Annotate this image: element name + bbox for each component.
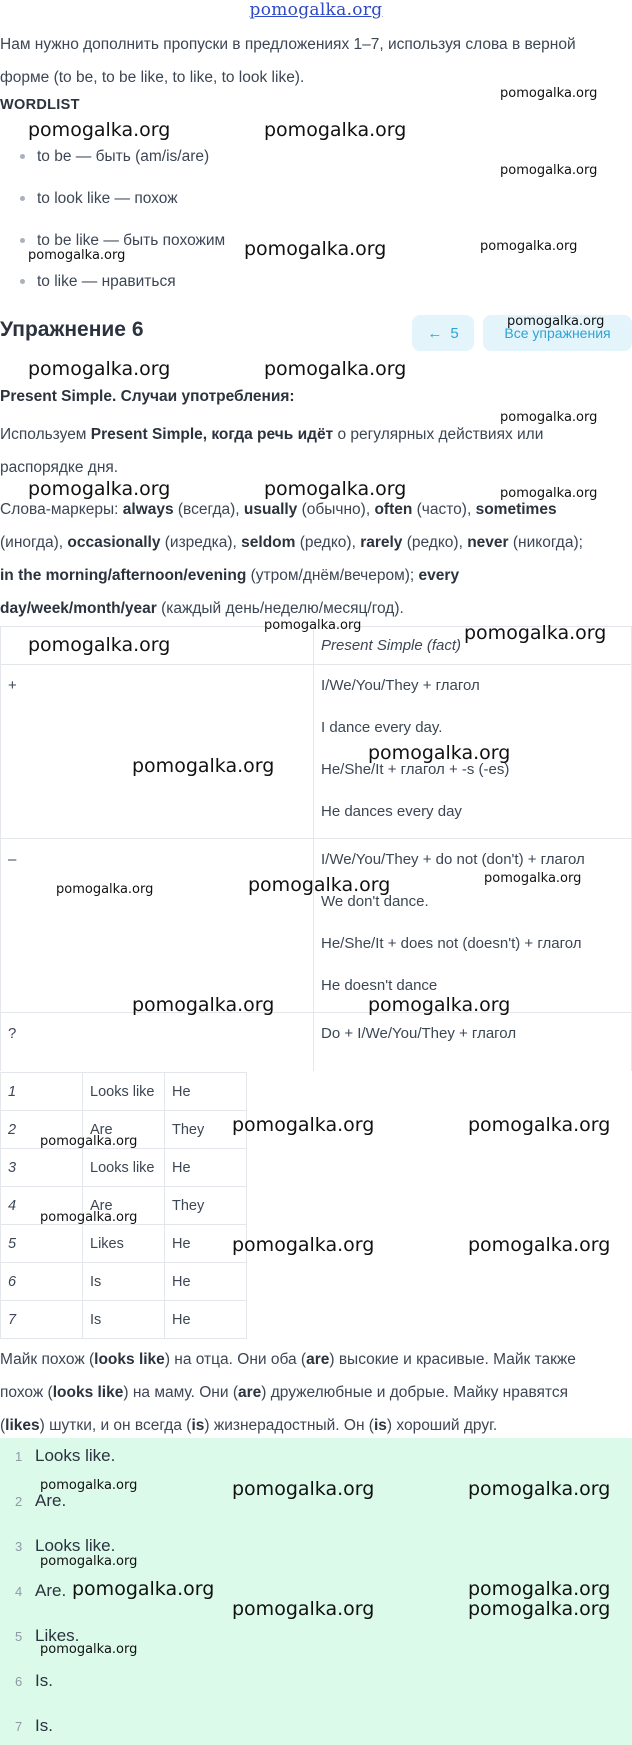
all-exercises-button[interactable]: Все упражнения: [483, 315, 632, 351]
watermark: pomogalka.org: [28, 358, 171, 380]
watermark: pomogalka.org: [500, 86, 598, 101]
table-row: 3 Looks like He: [1, 1149, 247, 1187]
table-row: [1, 839, 632, 1013]
watermark: pomogalka.org: [500, 410, 598, 425]
answer-item: 3 Looks like.: [15, 1536, 116, 1555]
watermark: pomogalka.org: [28, 119, 171, 141]
bullet-icon: [20, 154, 25, 159]
watermark: pomogalka.org: [28, 634, 171, 656]
watermark: pomogalka.org: [56, 882, 154, 897]
watermark: pomogalka.org: [28, 248, 126, 263]
watermark: pomogalka.org: [468, 1234, 611, 1256]
watermark: pomogalka.org: [132, 755, 275, 777]
site-logo-link[interactable]: pomogalka.org: [249, 0, 383, 20]
exercise-title: Упражнение 6: [0, 318, 144, 341]
wordlist-item: to be — быть (am/is/are): [20, 148, 209, 166]
wordlist-title: WORDLIST: [0, 97, 80, 113]
answer-item: 2 Are.: [15, 1491, 67, 1510]
bullet-icon: [20, 238, 25, 243]
task-description-line: Нам нужно дополнить пропуски в предложениях 1–7, используя слова в верной: [0, 36, 576, 53]
theory-heading: Present Simple. Случаи употребления:: [0, 388, 295, 405]
arrow-left-icon: ←: [427, 324, 443, 342]
watermark: pomogalka.org: [248, 874, 391, 896]
wordlist-item: to like — нравиться: [20, 273, 176, 291]
table-sign-cell: –: [1, 839, 314, 1013]
answer-item: 7 Is.: [15, 1716, 53, 1735]
table-row: 2 Are They: [1, 1111, 247, 1149]
watermark: pomogalka.org: [72, 1578, 215, 1600]
watermark: pomogalka.org: [468, 1114, 611, 1136]
bullet-icon: [20, 279, 25, 284]
watermark: pomogalka.org: [28, 478, 171, 500]
watermark: pomogalka.org: [232, 1478, 375, 1500]
table-header-cell: Present Simple (fact): [314, 627, 632, 665]
watermark: pomogalka.org: [500, 486, 598, 501]
watermark: pomogalka.org: [507, 314, 605, 329]
table-row: 7 Is He: [1, 1301, 247, 1339]
watermark: pomogalka.org: [244, 238, 387, 260]
watermark: pomogalka.org: [232, 1234, 375, 1256]
watermark: pomogalka.org: [264, 478, 407, 500]
table-cell: I/We/You/They + do not (don't) + глагол We don't dance. He/She/It + does not (doesn't) + глагол He doesn't dance: [314, 839, 632, 1013]
watermark: pomogalka.org: [40, 1210, 138, 1225]
watermark: pomogalka.org: [264, 119, 407, 141]
watermark: pomogalka.org: [132, 994, 275, 1016]
watermark: pomogalka.org: [468, 1478, 611, 1500]
watermark: pomogalka.org: [484, 871, 582, 886]
table-row: 1 Looks like He: [1, 1073, 247, 1111]
previous-exercise-button[interactable]: ← 5: [412, 315, 474, 351]
table-row: 6 Is He: [1, 1263, 247, 1301]
watermark: pomogalka.org: [468, 1578, 611, 1600]
watermark: pomogalka.org: [40, 1554, 138, 1569]
answer-item: 5 Likes.: [15, 1626, 80, 1645]
table-row: 5 Likes He: [1, 1225, 247, 1263]
table-row: [1, 1013, 632, 1071]
table-sign-cell: +: [1, 665, 314, 839]
watermark: pomogalka.org: [40, 1134, 138, 1149]
wordlist-item: to look like — похож: [20, 190, 178, 208]
watermark: pomogalka.org: [500, 163, 598, 178]
watermark: pomogalka.org: [40, 1478, 138, 1493]
watermark: pomogalka.org: [368, 742, 511, 764]
wordlist-item: to be like — быть похожим: [20, 232, 225, 250]
theory-markers: Слова-маркеры: always (всегда), usually (обычно), often (часто), sometimes (иногда), occasionally (изредка), seldom (редко), rarely (редко), never (никогда); in the morning/afternoon/evening (утром/днём/вечером); every day/week/month/year (каждый день/неделю/месяц/год).: [0, 501, 583, 617]
bullet-icon: [20, 196, 25, 201]
task-description: [0, 28, 632, 94]
answer-item: 1 Looks like.: [15, 1446, 116, 1465]
task-description-line: форме (to be, to be like, to like, to look like).: [0, 69, 305, 86]
table-cell: I/We/You/They + глагол I dance every day. He/She/It + глагол + -s (-es) He dances every day: [314, 665, 632, 839]
watermark: pomogalka.org: [480, 239, 578, 254]
watermark: pomogalka.org: [232, 1598, 375, 1620]
answer-item: 6 Is.: [15, 1671, 53, 1690]
present-simple-table: [0, 626, 632, 1071]
watermark: pomogalka.org: [368, 994, 511, 1016]
answers-table: [0, 1072, 247, 1339]
watermark: pomogalka.org: [264, 358, 407, 380]
watermark: pomogalka.org: [468, 1598, 611, 1620]
table-row: [1, 665, 632, 839]
watermark: pomogalka.org: [232, 1114, 375, 1136]
table-row: 4 Are They: [1, 1187, 247, 1225]
table-cell: Do + I/We/You/They + глагол: [314, 1013, 632, 1071]
answer-item: 4 Are.: [15, 1581, 67, 1600]
watermark: pomogalka.org: [264, 618, 362, 633]
watermark: pomogalka.org: [464, 622, 607, 644]
table-sign-cell: ?: [1, 1013, 314, 1071]
watermark: pomogalka.org: [40, 1642, 138, 1657]
story-paragraph: Майк похож (looks like) на отца. Они оба (are) высокие и красивые. Майк также похож (looks like) на маму. Они (are) дружелюбные и добрые. Майку нравятся (likes) шутки, и он всегда (is) жизнерадостный. Он (is) хороший друг.: [0, 1351, 576, 1434]
theory-usage: Используем Present Simple, когда речь идёт о регулярных действиях или распорядке дня.: [0, 426, 544, 476]
